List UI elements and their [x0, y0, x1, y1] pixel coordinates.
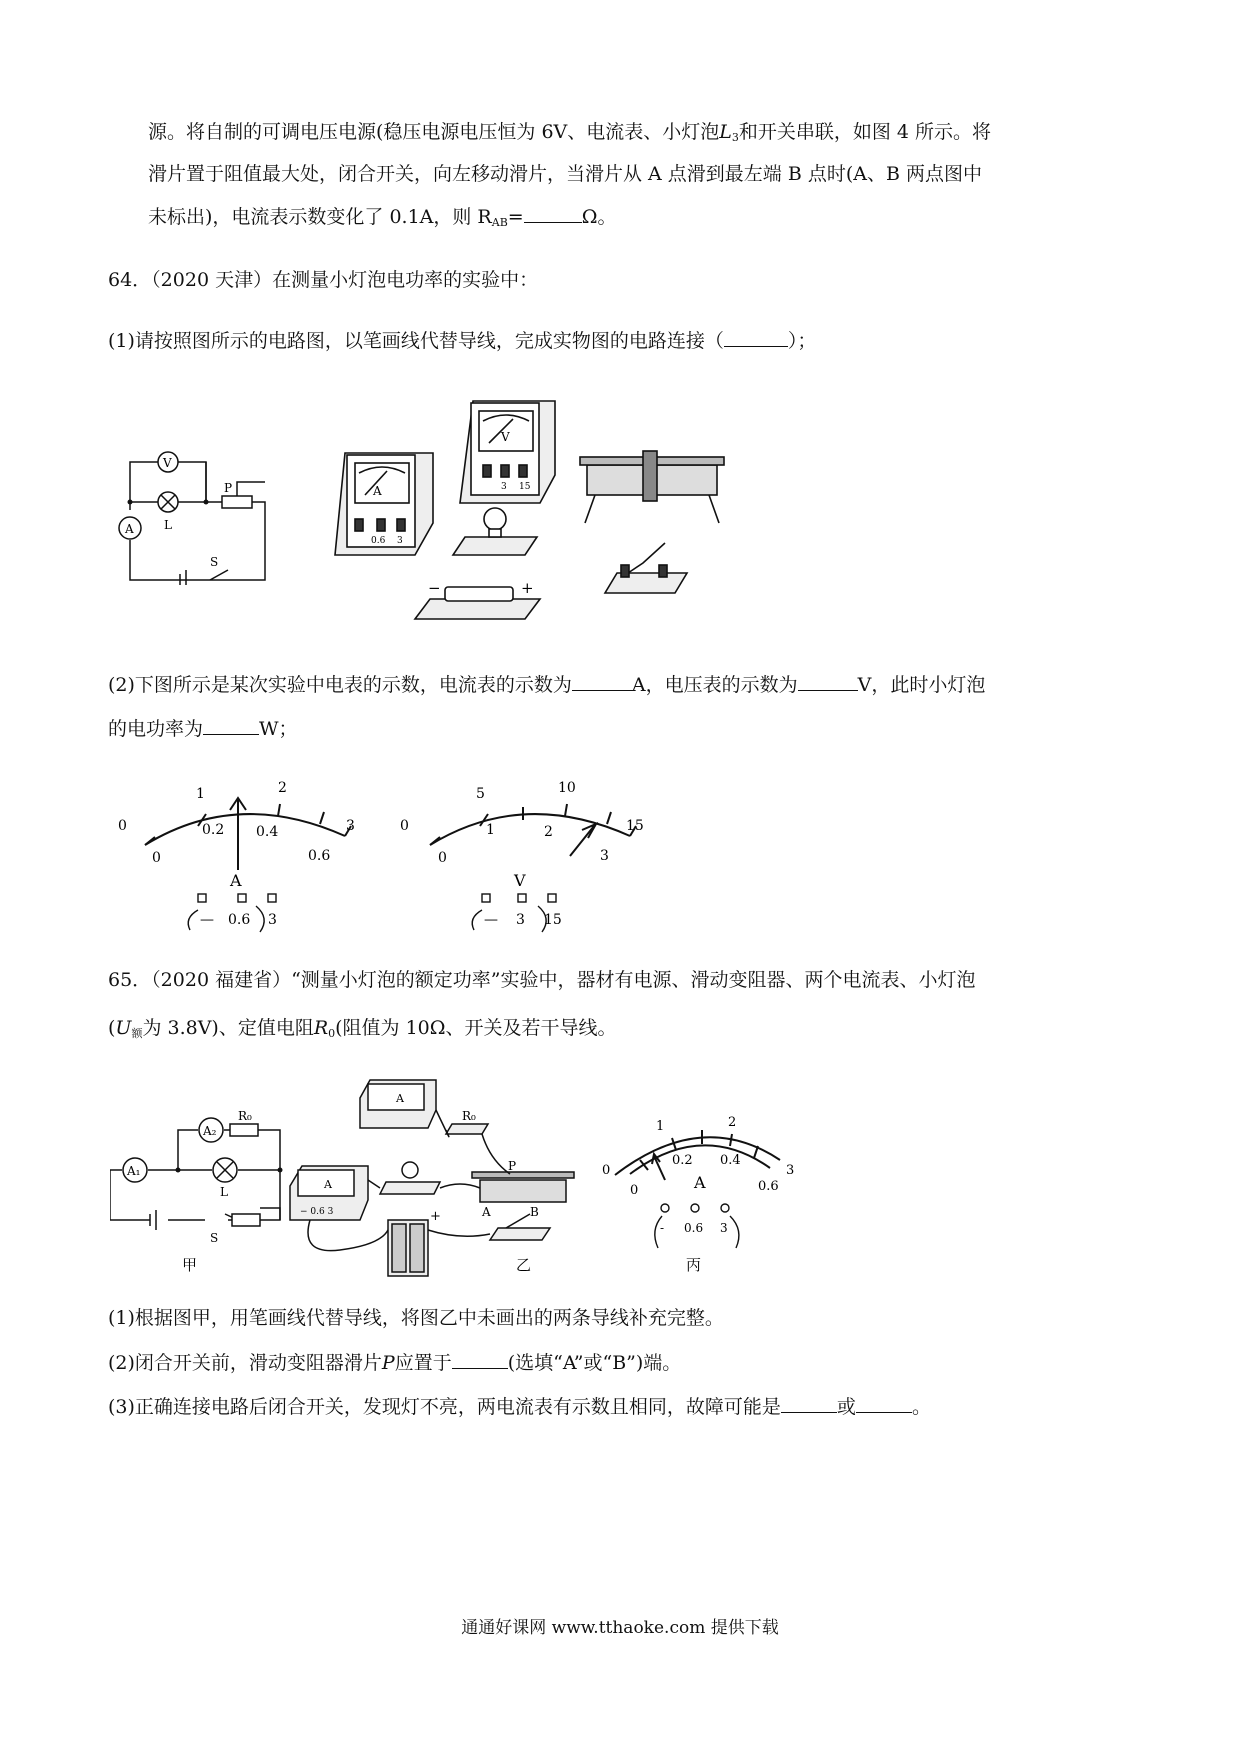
ammeter-outer-1: 1 [196, 786, 205, 802]
q65-label-b: B [530, 1205, 539, 1219]
q64-circuit-diagram [110, 440, 280, 585]
ammeter-term-minus: — [200, 912, 214, 928]
answer-blank[interactable] [452, 1350, 508, 1369]
q65-line-1: 65．（2020 福建省）“测量小灯泡的额定功率”实验中，器材有电源、滑动变阻器、两个电流表、小灯泡 [108, 969, 976, 991]
q65-label-a: A [482, 1205, 491, 1219]
q65-label-a2: A₂ [203, 1124, 217, 1138]
q64-title: 64．（2020 天津）在测量小灯泡电功率的实验中： [108, 269, 539, 291]
answer-blank[interactable] [524, 204, 582, 223]
answer-blank[interactable] [572, 672, 632, 691]
q63-line-3: 未标出)，电流表示数变化了 0.1A，则 $R_{AB}= \Omega$。 [148, 206, 617, 229]
ammeter-term-0.6: 0.6 [228, 912, 251, 928]
voltmeter-inner-2: 2 [544, 824, 553, 840]
battery-minus: − [428, 579, 441, 597]
answer-blank[interactable] [798, 672, 858, 691]
q65-dial-inner-06: 0.6 [758, 1179, 779, 1194]
voltmeter-outer-15: 15 [626, 818, 644, 834]
voltmeter-outer-10: 10 [558, 780, 576, 796]
q65-label-l: L [220, 1185, 228, 1199]
ammeter-term-3b: 3 [268, 912, 277, 928]
q64-apparatus-picture [325, 395, 745, 625]
page-footer: 通通好课网 www.tthaoke.com 提供下载 [461, 1618, 779, 1638]
circuit-label-p: P [224, 481, 233, 495]
ammeter-outer-0: 0 [118, 818, 127, 834]
voltmeter-term-minus: — [484, 912, 498, 928]
fig-label-bing: 丙 [686, 1256, 702, 1274]
answer-blank[interactable] [781, 1394, 837, 1413]
q65-dial-term-06: 0.6 [684, 1221, 704, 1235]
q65-dial-outer-3: 3 [786, 1163, 795, 1178]
svg-text:A: A [396, 1092, 404, 1105]
q65-label-p: P [508, 1159, 517, 1173]
voltmeter-inner-0: 0 [438, 850, 447, 866]
voltmeter-inner-1: 1 [486, 822, 495, 838]
circuit-label-v: V [163, 456, 172, 470]
answer-blank[interactable] [724, 328, 788, 347]
voltmeter-inner-3: 3 [600, 848, 609, 864]
ammeter-inner-06: 0.6 [308, 848, 331, 864]
q65-label-s: S [210, 1231, 219, 1245]
q65-line-2: ($U_额$为 3.8V)、定值电阻$R_0$(阻值为 10Ω、开关及若干导线。 [108, 1017, 617, 1040]
answer-blank[interactable] [203, 716, 259, 735]
ammeter-inner-0: 0 [152, 850, 161, 866]
q65-label-plus: + [430, 1209, 441, 1224]
svg-text:A: A [324, 1178, 332, 1191]
q65-dial-inner-02: 0.2 [672, 1153, 693, 1168]
q65-label-r0-b: R₀ [462, 1109, 476, 1123]
voltmeter-outer-0: 0 [400, 818, 409, 834]
voltmeter-term-3: 3 [501, 482, 507, 492]
ammeter-outer-2: 2 [278, 780, 287, 796]
voltmeter-term-3b: 3 [516, 912, 525, 928]
circuit-label-a: A [125, 522, 134, 536]
battery-plus: + [521, 579, 534, 597]
q65-dial-inner-0: 0 [630, 1183, 639, 1198]
q65-dial-outer-0: 0 [602, 1163, 611, 1178]
voltmeter-outer-5: 5 [476, 786, 485, 802]
q65-dial-term-minus: - [660, 1221, 665, 1235]
voltmeter-unit: V [514, 871, 526, 890]
fig-label-jia: 甲 [182, 1256, 198, 1274]
ammeter-inner-04: 0.4 [256, 824, 279, 840]
q64-part2-line2: 的电功率为 W； [108, 718, 298, 740]
q65-question-2: (2)闭合开关前，滑动变阻器滑片P应置于 (选填“A”或“B”)端。 [108, 1352, 682, 1374]
q65-dial-inner-04: 0.4 [720, 1153, 741, 1168]
q64-part2: (2)下图所示是某次实验中电表的示数，电流表的示数为 A，电压表的示数为 V，此时小灯泡 [108, 674, 986, 696]
q65-dial-outer-2: 2 [728, 1115, 737, 1130]
q65-meter-terms: − 0.6 3 [300, 1207, 334, 1217]
circuit-label-s: S [210, 555, 219, 569]
q65-label-r0: R₀ [238, 1109, 252, 1123]
voltmeter-term-15: 15 [519, 482, 531, 492]
fig-label-yi: 乙 [516, 1256, 532, 1274]
ammeter-inner-02: 0.2 [202, 822, 225, 838]
circuit-label-l: L [164, 518, 172, 532]
q65-dial-unit: A [694, 1173, 706, 1192]
svg-text:A: A [373, 484, 382, 498]
q65-label-a1: A₁ [127, 1164, 141, 1178]
q65-dial-outer-1: 1 [656, 1119, 665, 1134]
q65-figures [110, 1070, 830, 1285]
q63-line-1: 源。将自制的可调电压电源(稳压电源电压恒为 6V、电流表、小灯泡$L_3$和开关串联，如图 4 所示。将 [148, 121, 992, 144]
q65-question-1: (1)根据图甲，用笔画线代替导线，将图乙中未画出的两条导线补充完整。 [108, 1307, 724, 1329]
q65-dial-term-3: 3 [720, 1221, 728, 1235]
q65-question-3: (3)正确连接电路后闭合开关，发现灯不亮，两电流表有示数且相同，故障可能是 或 。 [108, 1396, 931, 1418]
ammeter-unit: A [230, 871, 242, 890]
answer-blank[interactable] [856, 1394, 912, 1413]
ammeter-outer-3: 3 [346, 818, 355, 834]
ammeter-term-06: 0.6 [371, 536, 386, 546]
q64-meter-dials [110, 770, 670, 940]
q64-part1: (1)请按照图所示的电路图，以笔画线代替导线，完成实物图的电路连接（ ）； [108, 330, 817, 352]
voltmeter-term-15b: 15 [544, 912, 562, 928]
ammeter-term-3: 3 [397, 536, 403, 546]
q63-line-2: 滑片置于阻值最大处，闭合开关，向左移动滑片，当滑片从 A 点滑到最左端 B 点时(A、B 两点图中 [148, 163, 982, 185]
svg-text:V: V [501, 430, 510, 444]
